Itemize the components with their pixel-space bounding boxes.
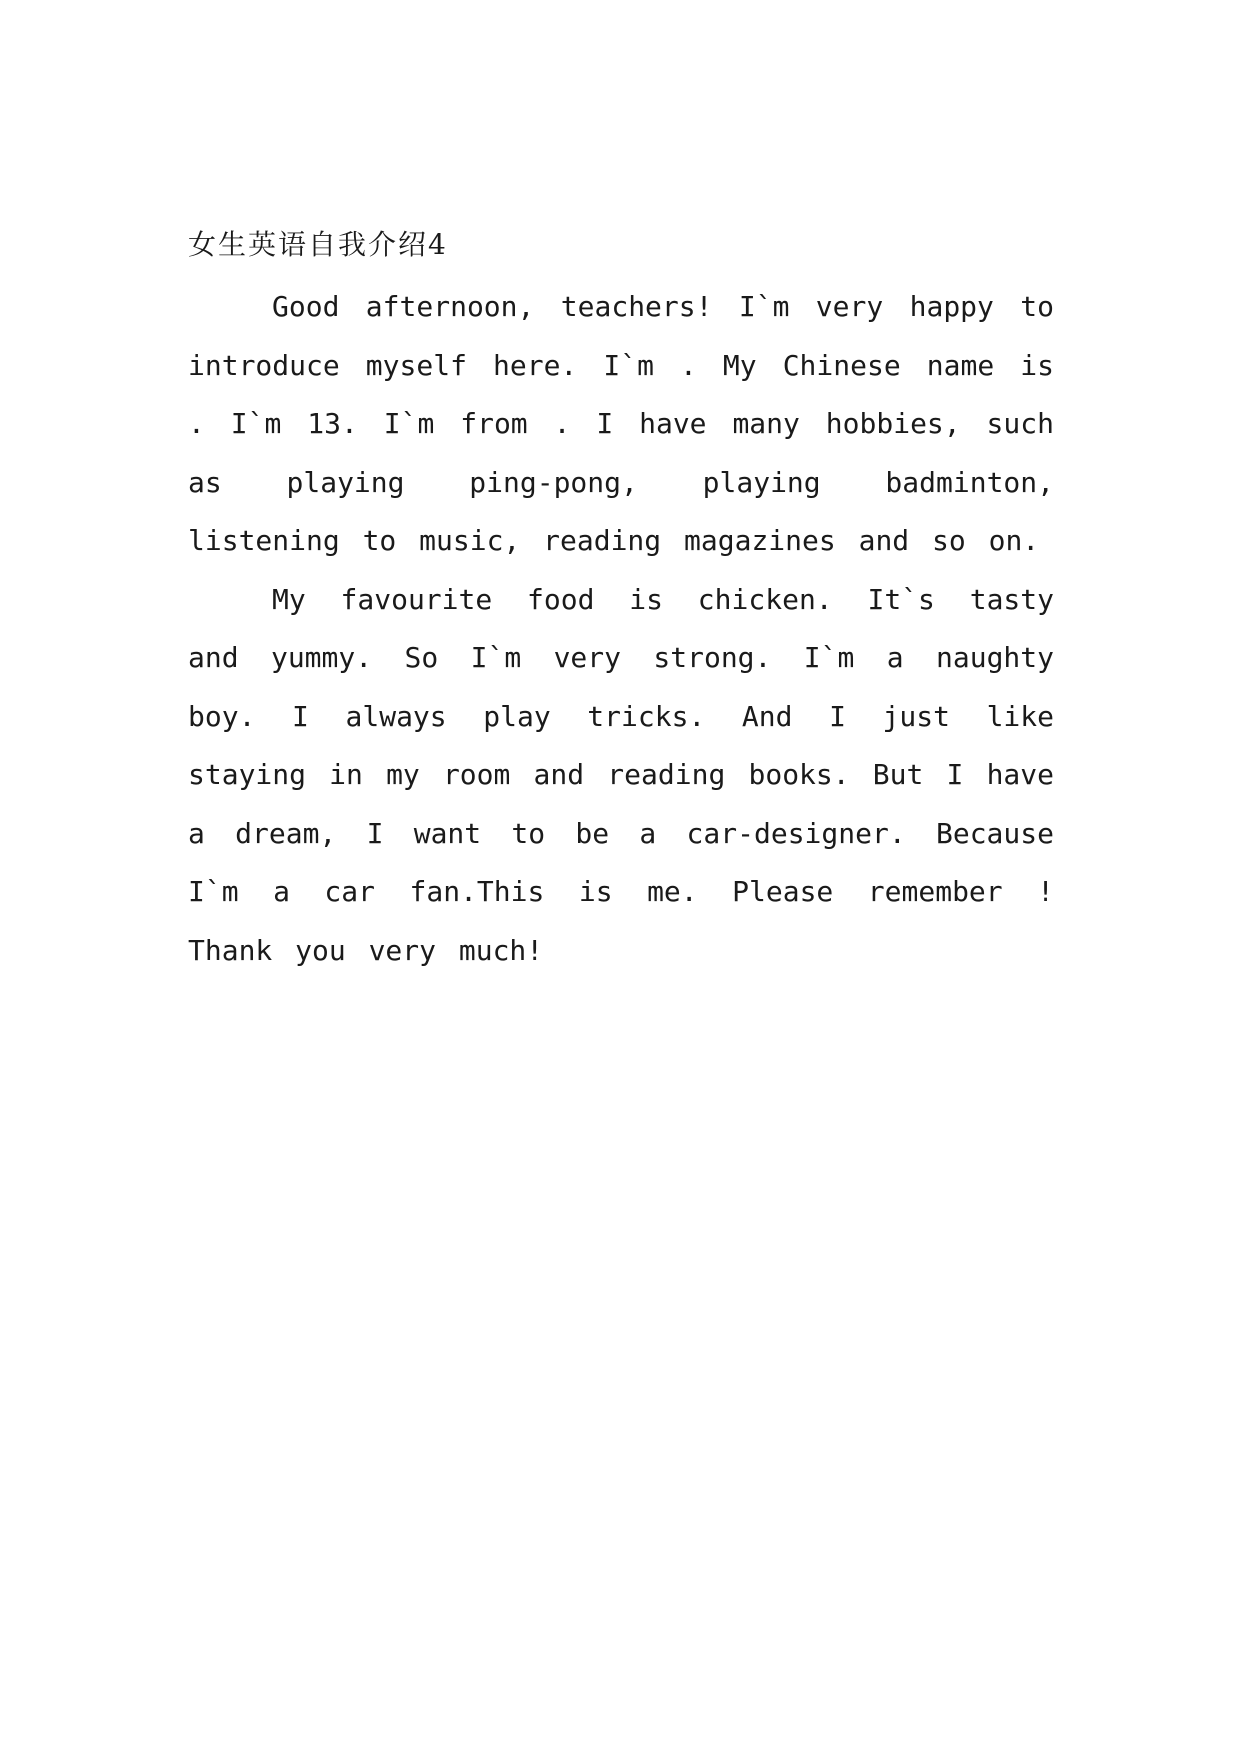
document-title: 女生英语自我介绍4 bbox=[188, 228, 448, 261]
paragraph-introduction: Good afternoon, teachers! I`m very happy to introduce myself here. I`m . My Chinese name is . I`m 13. I`m from . I have many hobbies, such as playing ping-pong, playing badminton, listening to music, reading magazines and so on. bbox=[188, 290, 1054, 557]
document-body bbox=[188, 222, 1054, 980]
paragraph-favourites-and-dream: My favourite food is chicken. It`s tasty and yummy. So I`m very strong. I`m a naughty boy. I always play tricks. And I just like staying in my room and reading books. But I have a dream, I want to be a car-designer. Because I`m a car fan.This is me. Please remember ! Thank you very much! bbox=[188, 582, 1054, 967]
